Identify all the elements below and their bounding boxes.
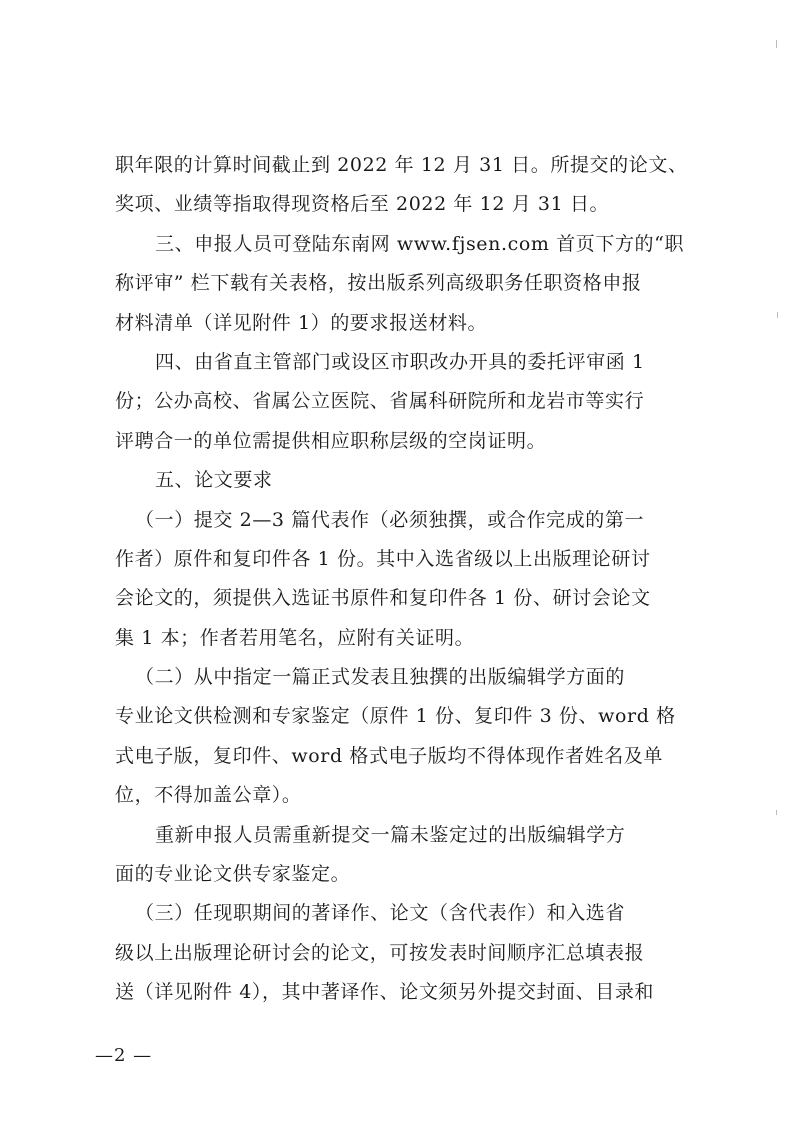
scan-artifact-mark	[777, 312, 778, 318]
text-line-17: 位，不得加盖公章）。	[115, 784, 302, 807]
text-line-11: 作者）原件和复印件各 1 份。其中入选省级以上出版理论研讨	[115, 547, 651, 570]
text-line-15: 专业论文供检测和专家鉴定（原件 1 份、复印件 3 份、word 格	[115, 705, 676, 728]
text-line-21: 级以上出版理论研讨会的论文，可按发表时间顺序汇总填表报	[115, 941, 645, 964]
page-number: —2 —	[95, 1045, 153, 1066]
text-line-2: 奖项、业绩等指取得现资格后至 2022 年 12 月 31 日。	[115, 193, 610, 216]
text-line-5: 材料清单（详见附件 1）的要求报送材料。	[115, 311, 488, 334]
text-line-10: （一）提交 2—3 篇代表作（必须独撰，或合作完成的第一	[135, 508, 645, 531]
text-line-1: 职年限的计算时间截止到 2022 年 12 月 31 日。所提交的论文、	[115, 154, 688, 176]
text-line-6: 四、由省直主管部门或设区市职改办开具的委托评审函 1	[155, 350, 645, 373]
text-line-4: 称评审” 栏下载有关表格，按出版系列高级职务任职资格申报	[115, 272, 642, 295]
scan-artifact-mark	[776, 40, 777, 48]
scan-artifact-mark	[776, 810, 777, 815]
text-line-7: 份；公办高校、省属公立医院、省属科研院所和龙岩市等实行	[115, 390, 645, 413]
section-heading: 五、论文要求	[155, 469, 273, 492]
body-text	[115, 146, 695, 1013]
text-line-12: 会论文的，须提供入选证书原件和复印件各 1 份、研讨会论文	[115, 587, 651, 610]
text-line-18: 重新申报人员需重新提交一篇未鉴定过的出版编辑学方	[155, 823, 626, 846]
text-line-22: 送（详见附件 4），其中著译作、论文须另外提交封面、目录和	[115, 981, 655, 1004]
text-line-16: 式电子版，复印件、word 格式电子版均不得体现作者姓名及单	[115, 744, 663, 767]
text-line-20: （三）任现职期间的著译作、论文（含代表作）和入选省	[135, 902, 626, 925]
text-line-19: 面的专业论文供专家鉴定。	[115, 863, 351, 886]
text-line-8: 评聘合一的单位需提供相应职称层级的空岗证明。	[115, 429, 547, 452]
text-line-14: （二）从中指定一篇正式发表且独撰的出版编辑学方面的	[135, 666, 626, 689]
text-line-3: 三、申报人员可登陆东南网 www.fjsen.com 首页下方的“职	[155, 232, 685, 255]
text-line-13: 集 1 本；作者若用笔名，应附有关证明。	[115, 626, 475, 649]
